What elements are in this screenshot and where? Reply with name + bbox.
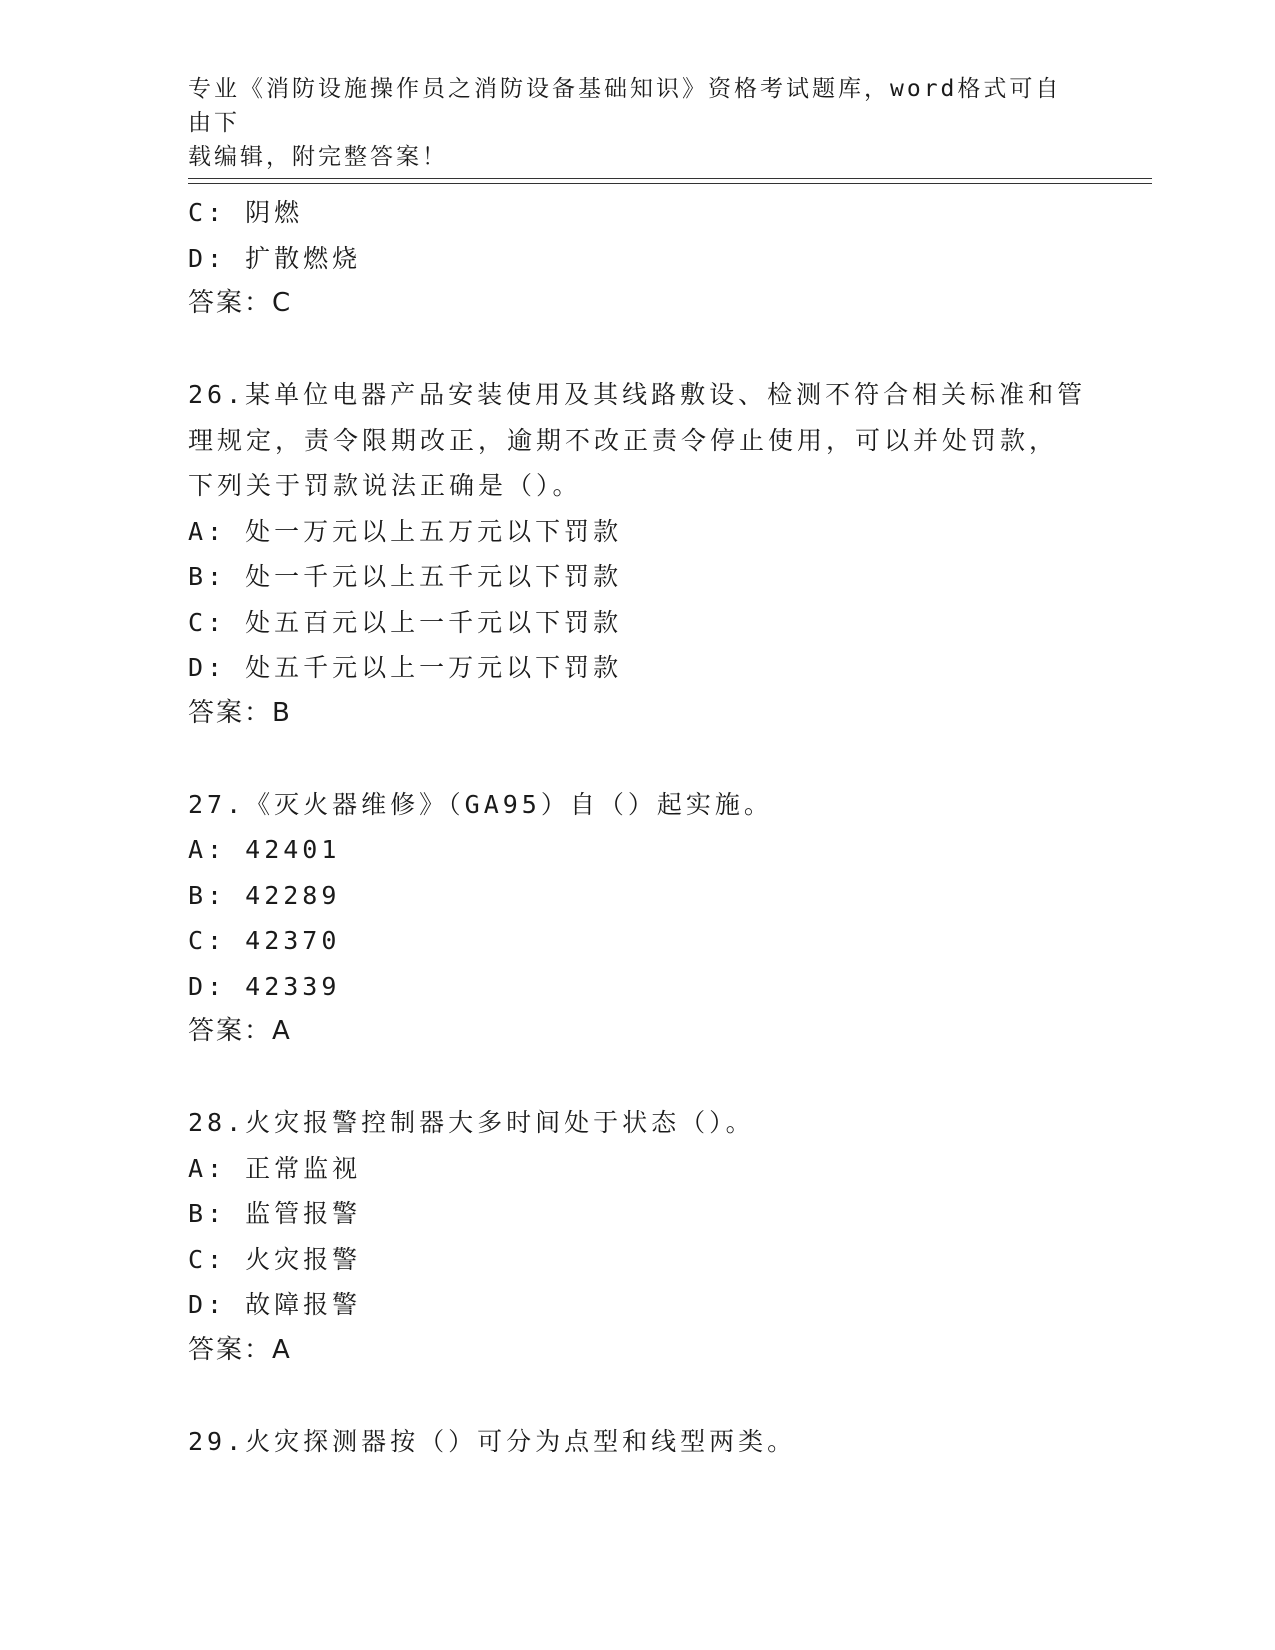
question-block-29: [188, 1419, 1088, 1465]
question-block-prev: [188, 190, 1088, 327]
option-d: D: 处五千元以上一万元以下罚款: [188, 653, 623, 682]
question-stem-line: 27.《灭火器维修》（GA95）自（）起实施。: [188, 789, 773, 819]
question-stem-line: 下列关于罚款说法正确是（）。: [188, 471, 582, 500]
answer-text: 答案：B: [188, 697, 292, 728]
answer-text: 答案：A: [188, 1016, 292, 1046]
option-a: A: 正常监视: [188, 1153, 362, 1183]
header-divider-bottom: [188, 183, 1152, 184]
question-stem-line: 29.火灾探测器按（）可分为点型和线型两类。: [188, 1426, 797, 1456]
option-b: B: 处一千元以上五千元以下罚款: [188, 562, 623, 591]
option-b: B: 监管报警: [188, 1199, 362, 1228]
option-d: D: 42339: [188, 971, 341, 1001]
spacer: [188, 327, 1088, 373]
header-line-2: 载编辑，附完整答案！: [188, 144, 448, 170]
question-block-27: [188, 782, 1088, 1055]
spacer: [188, 1373, 1088, 1419]
option-c: C: 42370: [188, 926, 341, 955]
option-c: C: 阴燃: [188, 198, 304, 227]
header-line-1: 专业《消防设施操作员之消防设备基础知识》资格考试题库，word格式可自由下: [188, 76, 1062, 136]
spacer: [188, 736, 1088, 782]
option-a: A: 处一万元以上五万元以下罚款: [188, 516, 623, 546]
option-d: D: 故障报警: [188, 1290, 362, 1319]
question-stem-line: 26.某单位电器产品安装使用及其线路敷设、检测不符合相关标准和管: [188, 380, 1087, 409]
option-d: D: 扩散燃烧: [188, 243, 362, 273]
question-list: [188, 190, 1088, 1464]
question-block-28: [188, 1100, 1088, 1373]
answer-text: 答案：A: [188, 1334, 292, 1365]
question-stem-line: 理规定，责令限期改正，逾期不改正责令停止使用，可以并处罚款，: [188, 425, 1059, 455]
question-block-26: [188, 372, 1088, 736]
answer-text: 答案：C: [188, 288, 293, 318]
spacer: [188, 1055, 1088, 1101]
option-c: C: 火灾报警: [188, 1244, 362, 1274]
question-stem-line: 28.火灾报警控制器大多时间处于状态（）。: [188, 1108, 755, 1137]
option-a: A: 42401: [188, 835, 341, 864]
header-divider-top: [188, 178, 1152, 179]
option-c: C: 处五百元以上一千元以下罚款: [188, 607, 623, 637]
option-b: B: 42289: [188, 880, 341, 910]
document-header: [188, 72, 1068, 174]
